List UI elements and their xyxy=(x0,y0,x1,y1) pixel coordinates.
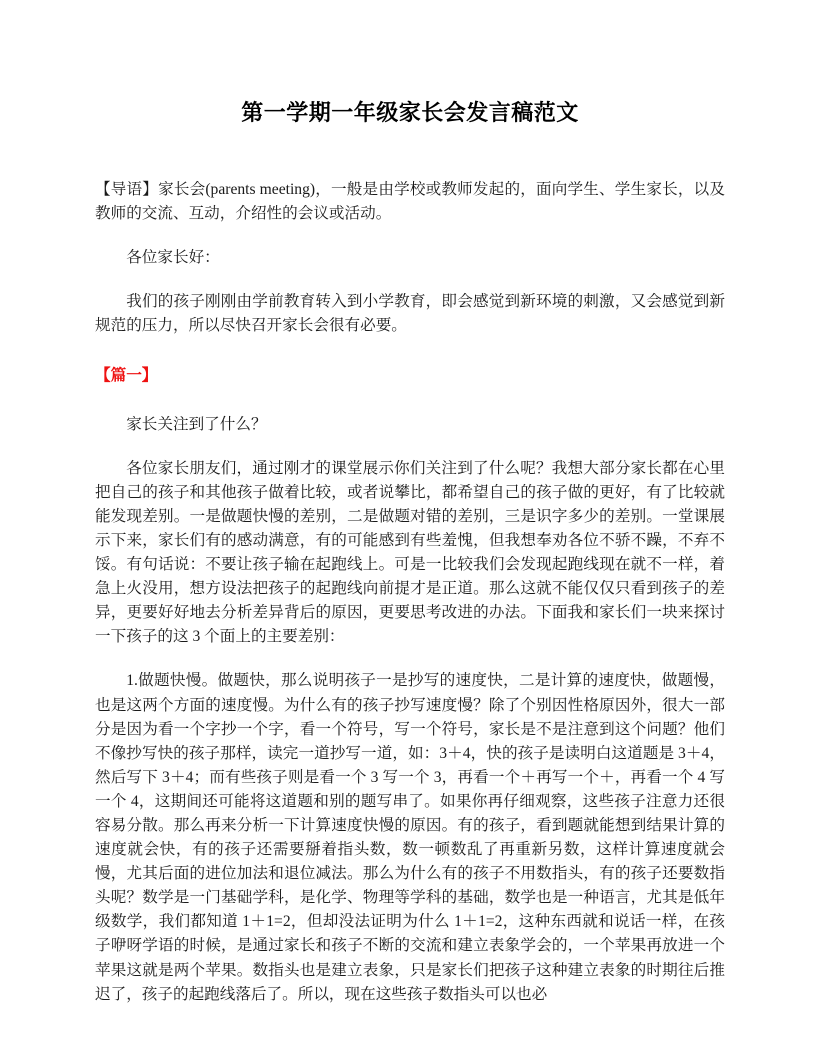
spacer xyxy=(95,338,725,364)
intro-paragraph: 【导语】家长会(parents meeting)，一般是由学校或教师发起的，面向学生、学生家长，以及教师的交流、互动，介绍性的会议或活动。 xyxy=(95,181,725,223)
body-paragraph-1: 各位家长朋友们，通过刚才的课堂展示你们关注到了什么呢？我想大部分家长都在心里把自己的孩子和其他孩子做着比较，或者说攀比，都希望自己的孩子做的更好，有了比较就能发现差别。一是做题快慢的差别，二是做题对错的差别，三是识字多少的差别。一堂课展示下来，家长们有的感动满意，有的可能感到有些羞愧，但我想奉劝各位不骄不躁，不弃不馁。有句话说：不要让孩子输在起跑线上。可是一比较我们会发现起跑线现在就不一样，着急上火没用，想方设法把孩子的起跑线向前提才是正道。那么这就不能仅仅只看到孩子的差异，更要好好地去分析差异背后的原因，更要思考改进的办法。下面我和家长们一块来探讨一下孩子的这 3 个面上的主要差别： xyxy=(95,459,725,646)
spacer xyxy=(95,226,725,246)
salutation-line: 各位家长好： xyxy=(126,249,220,267)
question-line: 家长关注到了什么？ xyxy=(126,415,267,433)
document-content xyxy=(95,0,725,1007)
opening-paragraph: 我们的孩子刚刚由学前教育转入到小学教育，即会感觉到新环境的刺激，又会感觉到新规范的压力，所以尽快召开家长会很有必要。 xyxy=(95,293,725,335)
spacer xyxy=(95,270,725,290)
spacer xyxy=(95,389,725,413)
page-title: 第一学期一年级家长会发言稿范文 xyxy=(241,100,579,125)
spacer xyxy=(95,128,725,178)
body-paragraph-2: 1.做题快慢。做题快，那么说明孩子一是抄写的速度快，二是计算的速度快，做题慢，也是这两个方面的速度慢。为什么有的孩子抄写速度慢？除了个别因性格原因外，很大一部分是因为看一个字抄一个字，看一个符号，写一个符号，家长是不是注意到这个问题？他们不像抄写快的孩子那样，读完一道抄写一道，如：3＋4，快的孩子是读明白这道题是 3＋4，然后写下 3＋4；而有些孩子则是看一个 3 写一个 3，再看一个＋再写一个＋，再看一个 4 写一个 4，这期间还可能将这道题和别的题写串了。如果你再仔细观察，这些孩子注意力还很容易分散。那么再来分析一下计算速度快慢的原因。有的孩子，看到题就能想到结果计算的速度就会快，有的孩子还需要掰着指头数，数一顿数乱了再重新另数，这样计算速度就会慢，尤其后面的进位加法和退位减法。那么为什么有的孩子不用数指头，有的孩子还要数指头呢？数学是一门基础学科，是化学、物理等学科的基础，数学也是一种语言，尤其是低年级数学，我们都知道 1＋1=2，但却没法证明为什么 1＋1=2，这种东西就和说话一样，在孩子咿呀学语的时候，是通过家长和孩子不断的交流和建立表象学会的，一个苹果再放进一个苹果这就是两个苹果。数指头也是建立表象，只是家长们把孩子这种建立表象的时期往后推迟了，孩子的起跑线落后了。所以，现在这些孩子数指头可以也必 xyxy=(95,672,725,1003)
section-tag-heading: 【篇一】 xyxy=(95,367,158,385)
spacer xyxy=(95,437,725,457)
spacer xyxy=(95,649,725,669)
